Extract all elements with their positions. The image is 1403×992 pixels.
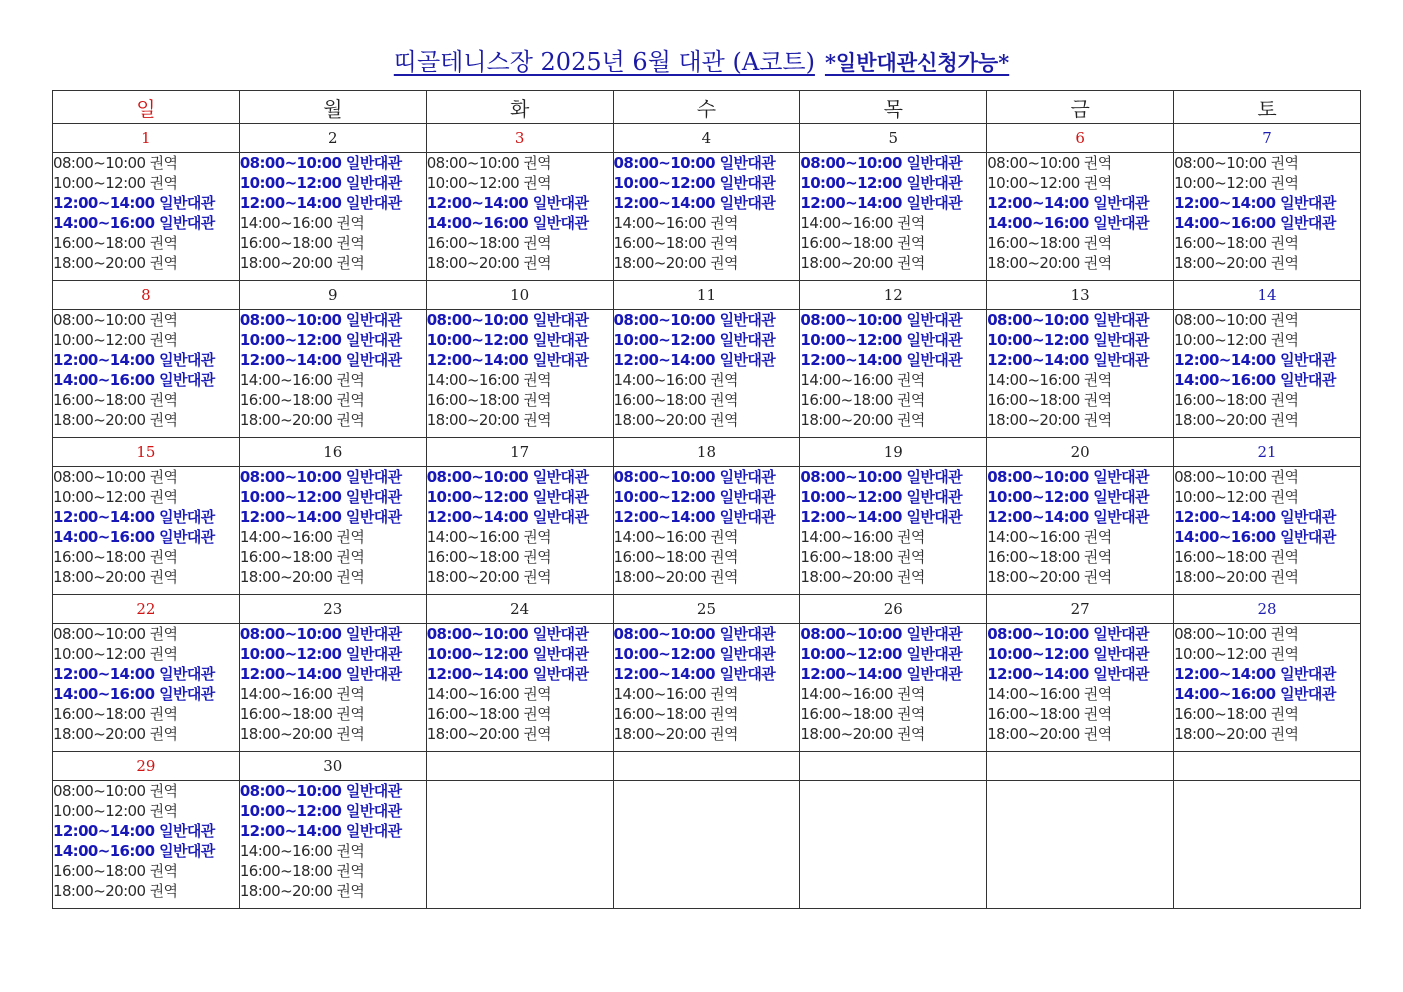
slot-open-rental: 10:00~12:00 일반대관: [800, 645, 963, 663]
date-number: 9: [239, 281, 426, 310]
slot-reserved: 16:00~18:00 권역: [987, 234, 1112, 252]
slot-reserved: 14:00~16:00 권역: [987, 528, 1112, 546]
slot-reserved: 16:00~18:00 권역: [1174, 548, 1299, 566]
slot-open-rental: 08:00~10:00 일반대관: [613, 468, 776, 486]
slot-open-rental: 10:00~12:00 일반대관: [426, 488, 589, 506]
day-slots-cell: [426, 153, 613, 281]
slot-open-rental: 10:00~12:00 일반대관: [239, 645, 402, 663]
day-slots-cell: [239, 467, 426, 595]
slot-reserved: 16:00~18:00 권역: [53, 862, 178, 880]
page-title: [0, 42, 1403, 77]
slot-reserved: 16:00~18:00 권역: [239, 234, 365, 252]
day-slots-cell: [987, 624, 1174, 752]
slot-reserved: 18:00~20:00 권역: [239, 725, 365, 743]
slot-open-rental: 12:00~14:00 일반대관: [987, 508, 1149, 526]
slot-reserved: 14:00~16:00 권역: [800, 371, 925, 389]
slot-open-rental: 14:00~16:00 일반대관: [53, 685, 215, 703]
slot-reserved: 18:00~20:00 권역: [239, 411, 365, 429]
slot-open-rental: 12:00~14:00 일반대관: [800, 194, 963, 212]
day-slots-cell: [53, 624, 240, 752]
date-row: [53, 438, 1361, 467]
slot-open-rental: 08:00~10:00 일반대관: [800, 468, 963, 486]
slot-reserved: 16:00~18:00 권역: [800, 391, 925, 409]
slot-reserved: 16:00~18:00 권역: [800, 705, 925, 723]
slot-reserved: 16:00~18:00 권역: [239, 705, 365, 723]
date-number: 20: [987, 438, 1174, 467]
slot-open-rental: 08:00~10:00 일반대관: [800, 154, 963, 172]
day-slots-cell: [800, 310, 987, 438]
slot-reserved: 18:00~20:00 권역: [1174, 725, 1299, 743]
slot-open-rental: 12:00~14:00 일반대관: [613, 665, 776, 683]
slot-reserved: 18:00~20:00 권역: [987, 725, 1112, 743]
slot-reserved: 16:00~18:00 권역: [239, 548, 365, 566]
date-number: 10: [426, 281, 613, 310]
slot-reserved: 14:00~16:00 권역: [239, 214, 365, 232]
slot-open-rental: 14:00~16:00 일반대관: [426, 214, 589, 232]
slot-reserved: 18:00~20:00 권역: [613, 254, 738, 272]
slot-open-rental: 10:00~12:00 일반대관: [987, 331, 1149, 349]
slot-reserved: 10:00~12:00 권역: [987, 174, 1112, 192]
slot-open-rental: 12:00~14:00 일반대관: [239, 351, 402, 369]
slot-reserved: 18:00~20:00 권역: [1174, 254, 1299, 272]
slot-reserved: 16:00~18:00 권역: [53, 705, 178, 723]
slot-open-rental: 08:00~10:00 일반대관: [239, 154, 402, 172]
slot-reserved: 16:00~18:00 권역: [426, 391, 552, 409]
date-number: 13: [987, 281, 1174, 310]
slot-reserved: 10:00~12:00 권역: [426, 174, 552, 192]
slot-open-rental: 12:00~14:00 일반대관: [239, 508, 402, 526]
slot-open-rental: 10:00~12:00 일반대관: [426, 331, 589, 349]
slot-open-rental: 10:00~12:00 일반대관: [239, 802, 402, 820]
date-number: 23: [239, 595, 426, 624]
weekday-wednesday: 수: [613, 91, 800, 124]
date-number: 6: [987, 124, 1174, 153]
day-slots-cell: [613, 153, 800, 281]
slot-reserved: 14:00~16:00 권역: [987, 371, 1112, 389]
day-slots-cell: [613, 310, 800, 438]
slot-open-rental: 08:00~10:00 일반대관: [613, 625, 776, 643]
day-slots-cell: [800, 624, 987, 752]
date-number: 3: [426, 124, 613, 153]
slot-open-rental: 08:00~10:00 일반대관: [800, 625, 963, 643]
day-slots-cell: [613, 624, 800, 752]
slot-reserved: 16:00~18:00 권역: [1174, 391, 1299, 409]
slot-reserved: 08:00~10:00 권역: [426, 154, 552, 172]
day-slots-cell: [1174, 310, 1361, 438]
slot-reserved: 16:00~18:00 권역: [1174, 705, 1299, 723]
slots-row: [53, 781, 1361, 909]
slot-open-rental: 12:00~14:00 일반대관: [53, 194, 215, 212]
date-number: 14: [1174, 281, 1361, 310]
slot-open-rental: 12:00~14:00 일반대관: [239, 665, 402, 683]
date-number: [800, 752, 987, 781]
slot-open-rental: 08:00~10:00 일반대관: [613, 154, 776, 172]
slot-reserved: 16:00~18:00 권역: [613, 234, 738, 252]
slot-reserved: 16:00~18:00 권역: [426, 705, 552, 723]
date-row: [53, 595, 1361, 624]
day-slots-cell: [426, 310, 613, 438]
slot-open-rental: 10:00~12:00 일반대관: [800, 174, 963, 192]
slot-open-rental: 12:00~14:00 일반대관: [800, 508, 963, 526]
slot-open-rental: 12:00~14:00 일반대관: [53, 665, 215, 683]
slot-reserved: 18:00~20:00 권역: [987, 568, 1112, 586]
slot-reserved: 18:00~20:00 권역: [53, 725, 178, 743]
day-slots-cell: [987, 153, 1174, 281]
slot-open-rental: 12:00~14:00 일반대관: [53, 351, 215, 369]
date-number: 24: [426, 595, 613, 624]
slot-open-rental: 12:00~14:00 일반대관: [426, 351, 589, 369]
slot-reserved: 14:00~16:00 권역: [239, 685, 365, 703]
slot-reserved: 14:00~16:00 권역: [987, 685, 1112, 703]
slot-open-rental: 14:00~16:00 일반대관: [53, 528, 215, 546]
date-number: 30: [239, 752, 426, 781]
slot-open-rental: 12:00~14:00 일반대관: [613, 508, 776, 526]
date-number: 12: [800, 281, 987, 310]
slot-open-rental: 08:00~10:00 일반대관: [987, 311, 1149, 329]
slot-reserved: 14:00~16:00 권역: [613, 685, 738, 703]
date-number: 22: [53, 595, 240, 624]
slot-open-rental: 10:00~12:00 일반대관: [613, 488, 776, 506]
slot-open-rental: 10:00~12:00 일반대관: [987, 488, 1149, 506]
date-number: [613, 752, 800, 781]
slot-reserved: 18:00~20:00 권역: [53, 882, 178, 900]
slot-reserved: 16:00~18:00 권역: [987, 391, 1112, 409]
title-main: 띠골테니스장 2025년 6월 대관 (A코트): [393, 48, 815, 76]
slot-reserved: 14:00~16:00 권역: [800, 214, 925, 232]
slot-reserved: 08:00~10:00 권역: [987, 154, 1112, 172]
slot-reserved: 16:00~18:00 권역: [613, 548, 738, 566]
slot-open-rental: 12:00~14:00 일반대관: [426, 194, 589, 212]
date-number: 21: [1174, 438, 1361, 467]
slot-reserved: 14:00~16:00 권역: [426, 528, 552, 546]
slot-open-rental: 12:00~14:00 일반대관: [53, 508, 215, 526]
slot-reserved: 16:00~18:00 권역: [53, 391, 178, 409]
slot-open-rental: 08:00~10:00 일반대관: [426, 625, 589, 643]
slot-open-rental: 10:00~12:00 일반대관: [426, 645, 589, 663]
slot-reserved: 10:00~12:00 권역: [1174, 174, 1299, 192]
slot-open-rental: 12:00~14:00 일반대관: [987, 665, 1149, 683]
slot-open-rental: 08:00~10:00 일반대관: [239, 625, 402, 643]
calendar-table: [52, 90, 1361, 909]
slot-reserved: 18:00~20:00 권역: [426, 568, 552, 586]
day-slots-cell: [426, 624, 613, 752]
slot-open-rental: 08:00~10:00 일반대관: [239, 782, 402, 800]
date-number: 28: [1174, 595, 1361, 624]
slot-reserved: 16:00~18:00 권역: [239, 862, 365, 880]
slot-open-rental: 12:00~14:00 일반대관: [987, 351, 1149, 369]
slot-reserved: 08:00~10:00 권역: [53, 468, 178, 486]
slot-reserved: 16:00~18:00 권역: [426, 234, 552, 252]
date-number: 1: [53, 124, 240, 153]
weekday-thursday: 목: [800, 91, 987, 124]
slot-reserved: 14:00~16:00 권역: [426, 371, 552, 389]
day-slots-cell: [613, 467, 800, 595]
date-number: 8: [53, 281, 240, 310]
day-slots-cell: [426, 781, 613, 909]
slot-open-rental: 12:00~14:00 일반대관: [613, 194, 776, 212]
date-number: 4: [613, 124, 800, 153]
date-number: 25: [613, 595, 800, 624]
slot-reserved: 16:00~18:00 권역: [1174, 234, 1299, 252]
slot-reserved: 08:00~10:00 권역: [1174, 468, 1299, 486]
slot-open-rental: 14:00~16:00 일반대관: [1174, 528, 1336, 546]
slot-reserved: 10:00~12:00 권역: [53, 174, 178, 192]
slot-open-rental: 12:00~14:00 일반대관: [239, 822, 402, 840]
slot-reserved: 14:00~16:00 권역: [239, 371, 365, 389]
day-slots-cell: [1174, 153, 1361, 281]
slot-reserved: 08:00~10:00 권역: [1174, 625, 1299, 643]
date-number: [987, 752, 1174, 781]
weekday-friday: 금: [987, 91, 1174, 124]
slot-open-rental: 12:00~14:00 일반대관: [426, 508, 589, 526]
slot-open-rental: 12:00~14:00 일반대관: [1174, 665, 1336, 683]
calendar-body: [53, 124, 1361, 909]
slot-open-rental: 08:00~10:00 일반대관: [239, 311, 402, 329]
slots-row: [53, 310, 1361, 438]
slot-open-rental: 12:00~14:00 일반대관: [800, 351, 963, 369]
day-slots-cell: [239, 310, 426, 438]
slot-open-rental: 12:00~14:00 일반대관: [1174, 508, 1336, 526]
date-number: 15: [53, 438, 240, 467]
slot-reserved: 10:00~12:00 권역: [1174, 488, 1299, 506]
slot-reserved: 16:00~18:00 권역: [987, 705, 1112, 723]
weekday-saturday: 토: [1174, 91, 1361, 124]
day-slots-cell: [239, 624, 426, 752]
slot-open-rental: 12:00~14:00 일반대관: [239, 194, 402, 212]
day-slots-cell: [987, 310, 1174, 438]
slot-open-rental: 12:00~14:00 일반대관: [987, 194, 1149, 212]
slot-open-rental: 14:00~16:00 일반대관: [1174, 371, 1336, 389]
slots-row: [53, 467, 1361, 595]
day-slots-cell: [53, 153, 240, 281]
slot-reserved: 18:00~20:00 권역: [53, 568, 178, 586]
slot-reserved: 18:00~20:00 권역: [613, 568, 738, 586]
slot-reserved: 10:00~12:00 권역: [1174, 645, 1299, 663]
slot-reserved: 16:00~18:00 권역: [800, 234, 925, 252]
slot-open-rental: 12:00~14:00 일반대관: [1174, 351, 1336, 369]
date-number: 18: [613, 438, 800, 467]
day-slots-cell: [239, 781, 426, 909]
slot-open-rental: 10:00~12:00 일반대관: [239, 331, 402, 349]
slot-open-rental: 14:00~16:00 일반대관: [53, 842, 215, 860]
slot-open-rental: 12:00~14:00 일반대관: [53, 822, 215, 840]
slot-reserved: 18:00~20:00 권역: [426, 254, 552, 272]
day-slots-cell: [53, 781, 240, 909]
slot-reserved: 16:00~18:00 권역: [239, 391, 365, 409]
slot-reserved: 18:00~20:00 권역: [53, 254, 178, 272]
slot-reserved: 10:00~12:00 권역: [53, 645, 178, 663]
slot-reserved: 18:00~20:00 권역: [1174, 568, 1299, 586]
slot-reserved: 18:00~20:00 권역: [426, 725, 552, 743]
weekday-sunday: 일: [53, 91, 240, 124]
slot-open-rental: 14:00~16:00 일반대관: [53, 214, 215, 232]
slots-row: [53, 624, 1361, 752]
slot-reserved: 10:00~12:00 권역: [53, 331, 178, 349]
slot-reserved: 16:00~18:00 권역: [800, 548, 925, 566]
slots-row: [53, 153, 1361, 281]
weekday-header-row: [53, 91, 1361, 124]
slot-open-rental: 10:00~12:00 일반대관: [800, 331, 963, 349]
slot-reserved: 10:00~12:00 권역: [1174, 331, 1299, 349]
slot-reserved: 14:00~16:00 권역: [800, 528, 925, 546]
slot-open-rental: 08:00~10:00 일반대관: [987, 625, 1149, 643]
slot-reserved: 18:00~20:00 권역: [613, 725, 738, 743]
slot-open-rental: 12:00~14:00 일반대관: [613, 351, 776, 369]
slot-reserved: 14:00~16:00 권역: [239, 842, 365, 860]
slot-reserved: 16:00~18:00 권역: [613, 705, 738, 723]
slot-reserved: 08:00~10:00 권역: [53, 154, 178, 172]
slot-reserved: 18:00~20:00 권역: [53, 411, 178, 429]
date-number: 7: [1174, 124, 1361, 153]
slot-reserved: 14:00~16:00 권역: [613, 528, 738, 546]
weekday-monday: 월: [239, 91, 426, 124]
day-slots-cell: [1174, 467, 1361, 595]
slot-reserved: 08:00~10:00 권역: [53, 311, 178, 329]
slot-open-rental: 12:00~14:00 일반대관: [426, 665, 589, 683]
date-number: [1174, 752, 1361, 781]
slot-open-rental: 08:00~10:00 일반대관: [426, 311, 589, 329]
slot-reserved: 16:00~18:00 권역: [987, 548, 1112, 566]
slot-open-rental: 10:00~12:00 일반대관: [239, 488, 402, 506]
slot-reserved: 14:00~16:00 권역: [613, 214, 738, 232]
day-slots-cell: [987, 467, 1174, 595]
slot-reserved: 10:00~12:00 권역: [53, 802, 178, 820]
slot-open-rental: 12:00~14:00 일반대관: [800, 665, 963, 683]
slot-open-rental: 10:00~12:00 일반대관: [987, 645, 1149, 663]
date-number: 26: [800, 595, 987, 624]
day-slots-cell: [987, 781, 1174, 909]
date-number: 16: [239, 438, 426, 467]
slot-open-rental: 14:00~16:00 일반대관: [1174, 214, 1336, 232]
date-number: [426, 752, 613, 781]
slot-reserved: 14:00~16:00 권역: [613, 371, 738, 389]
day-slots-cell: [239, 153, 426, 281]
slot-reserved: 16:00~18:00 권역: [426, 548, 552, 566]
slot-reserved: 08:00~10:00 권역: [1174, 154, 1299, 172]
slot-reserved: 18:00~20:00 권역: [987, 411, 1112, 429]
date-number: 2: [239, 124, 426, 153]
slot-reserved: 08:00~10:00 권역: [53, 782, 178, 800]
day-slots-cell: [800, 467, 987, 595]
slot-open-rental: 12:00~14:00 일반대관: [1174, 194, 1336, 212]
date-number: 11: [613, 281, 800, 310]
slot-reserved: 18:00~20:00 권역: [239, 254, 365, 272]
title-sub: *일반대관신청가능*: [824, 50, 1010, 75]
slot-reserved: 18:00~20:00 권역: [987, 254, 1112, 272]
slot-reserved: 18:00~20:00 권역: [239, 568, 365, 586]
slot-reserved: 14:00~16:00 권역: [426, 685, 552, 703]
slot-reserved: 18:00~20:00 권역: [613, 411, 738, 429]
day-slots-cell: [53, 310, 240, 438]
slot-reserved: 10:00~12:00 권역: [53, 488, 178, 506]
slot-open-rental: 10:00~12:00 일반대관: [800, 488, 963, 506]
slot-open-rental: 10:00~12:00 일반대관: [613, 174, 776, 192]
slot-reserved: 14:00~16:00 권역: [239, 528, 365, 546]
slot-open-rental: 14:00~16:00 일반대관: [1174, 685, 1336, 703]
slot-reserved: 14:00~16:00 권역: [800, 685, 925, 703]
slot-open-rental: 14:00~16:00 일반대관: [53, 371, 215, 389]
date-row: [53, 124, 1361, 153]
slot-open-rental: 10:00~12:00 일반대관: [239, 174, 402, 192]
slot-open-rental: 08:00~10:00 일반대관: [613, 311, 776, 329]
date-number: 27: [987, 595, 1174, 624]
day-slots-cell: [1174, 781, 1361, 909]
date-row: [53, 281, 1361, 310]
slot-reserved: 16:00~18:00 권역: [613, 391, 738, 409]
slot-reserved: 18:00~20:00 권역: [239, 882, 365, 900]
date-row: [53, 752, 1361, 781]
slot-reserved: 16:00~18:00 권역: [53, 548, 178, 566]
date-number: 5: [800, 124, 987, 153]
day-slots-cell: [426, 467, 613, 595]
date-number: 19: [800, 438, 987, 467]
weekday-tuesday: 화: [426, 91, 613, 124]
slot-reserved: 18:00~20:00 권역: [1174, 411, 1299, 429]
slot-open-rental: 14:00~16:00 일반대관: [987, 214, 1149, 232]
day-slots-cell: [53, 467, 240, 595]
slot-open-rental: 10:00~12:00 일반대관: [613, 331, 776, 349]
slot-reserved: 18:00~20:00 권역: [800, 725, 925, 743]
slot-reserved: 18:00~20:00 권역: [426, 411, 552, 429]
date-number: 29: [53, 752, 240, 781]
slot-open-rental: 08:00~10:00 일반대관: [239, 468, 402, 486]
slot-reserved: 18:00~20:00 권역: [800, 254, 925, 272]
day-slots-cell: [800, 781, 987, 909]
slot-reserved: 18:00~20:00 권역: [800, 411, 925, 429]
slot-reserved: 08:00~10:00 권역: [1174, 311, 1299, 329]
date-number: 17: [426, 438, 613, 467]
day-slots-cell: [613, 781, 800, 909]
slot-reserved: 16:00~18:00 권역: [53, 234, 178, 252]
slot-open-rental: 08:00~10:00 일반대관: [987, 468, 1149, 486]
slot-reserved: 18:00~20:00 권역: [800, 568, 925, 586]
slot-reserved: 08:00~10:00 권역: [53, 625, 178, 643]
day-slots-cell: [800, 153, 987, 281]
slot-open-rental: 10:00~12:00 일반대관: [613, 645, 776, 663]
day-slots-cell: [1174, 624, 1361, 752]
slot-open-rental: 08:00~10:00 일반대관: [426, 468, 589, 486]
slot-open-rental: 08:00~10:00 일반대관: [800, 311, 963, 329]
